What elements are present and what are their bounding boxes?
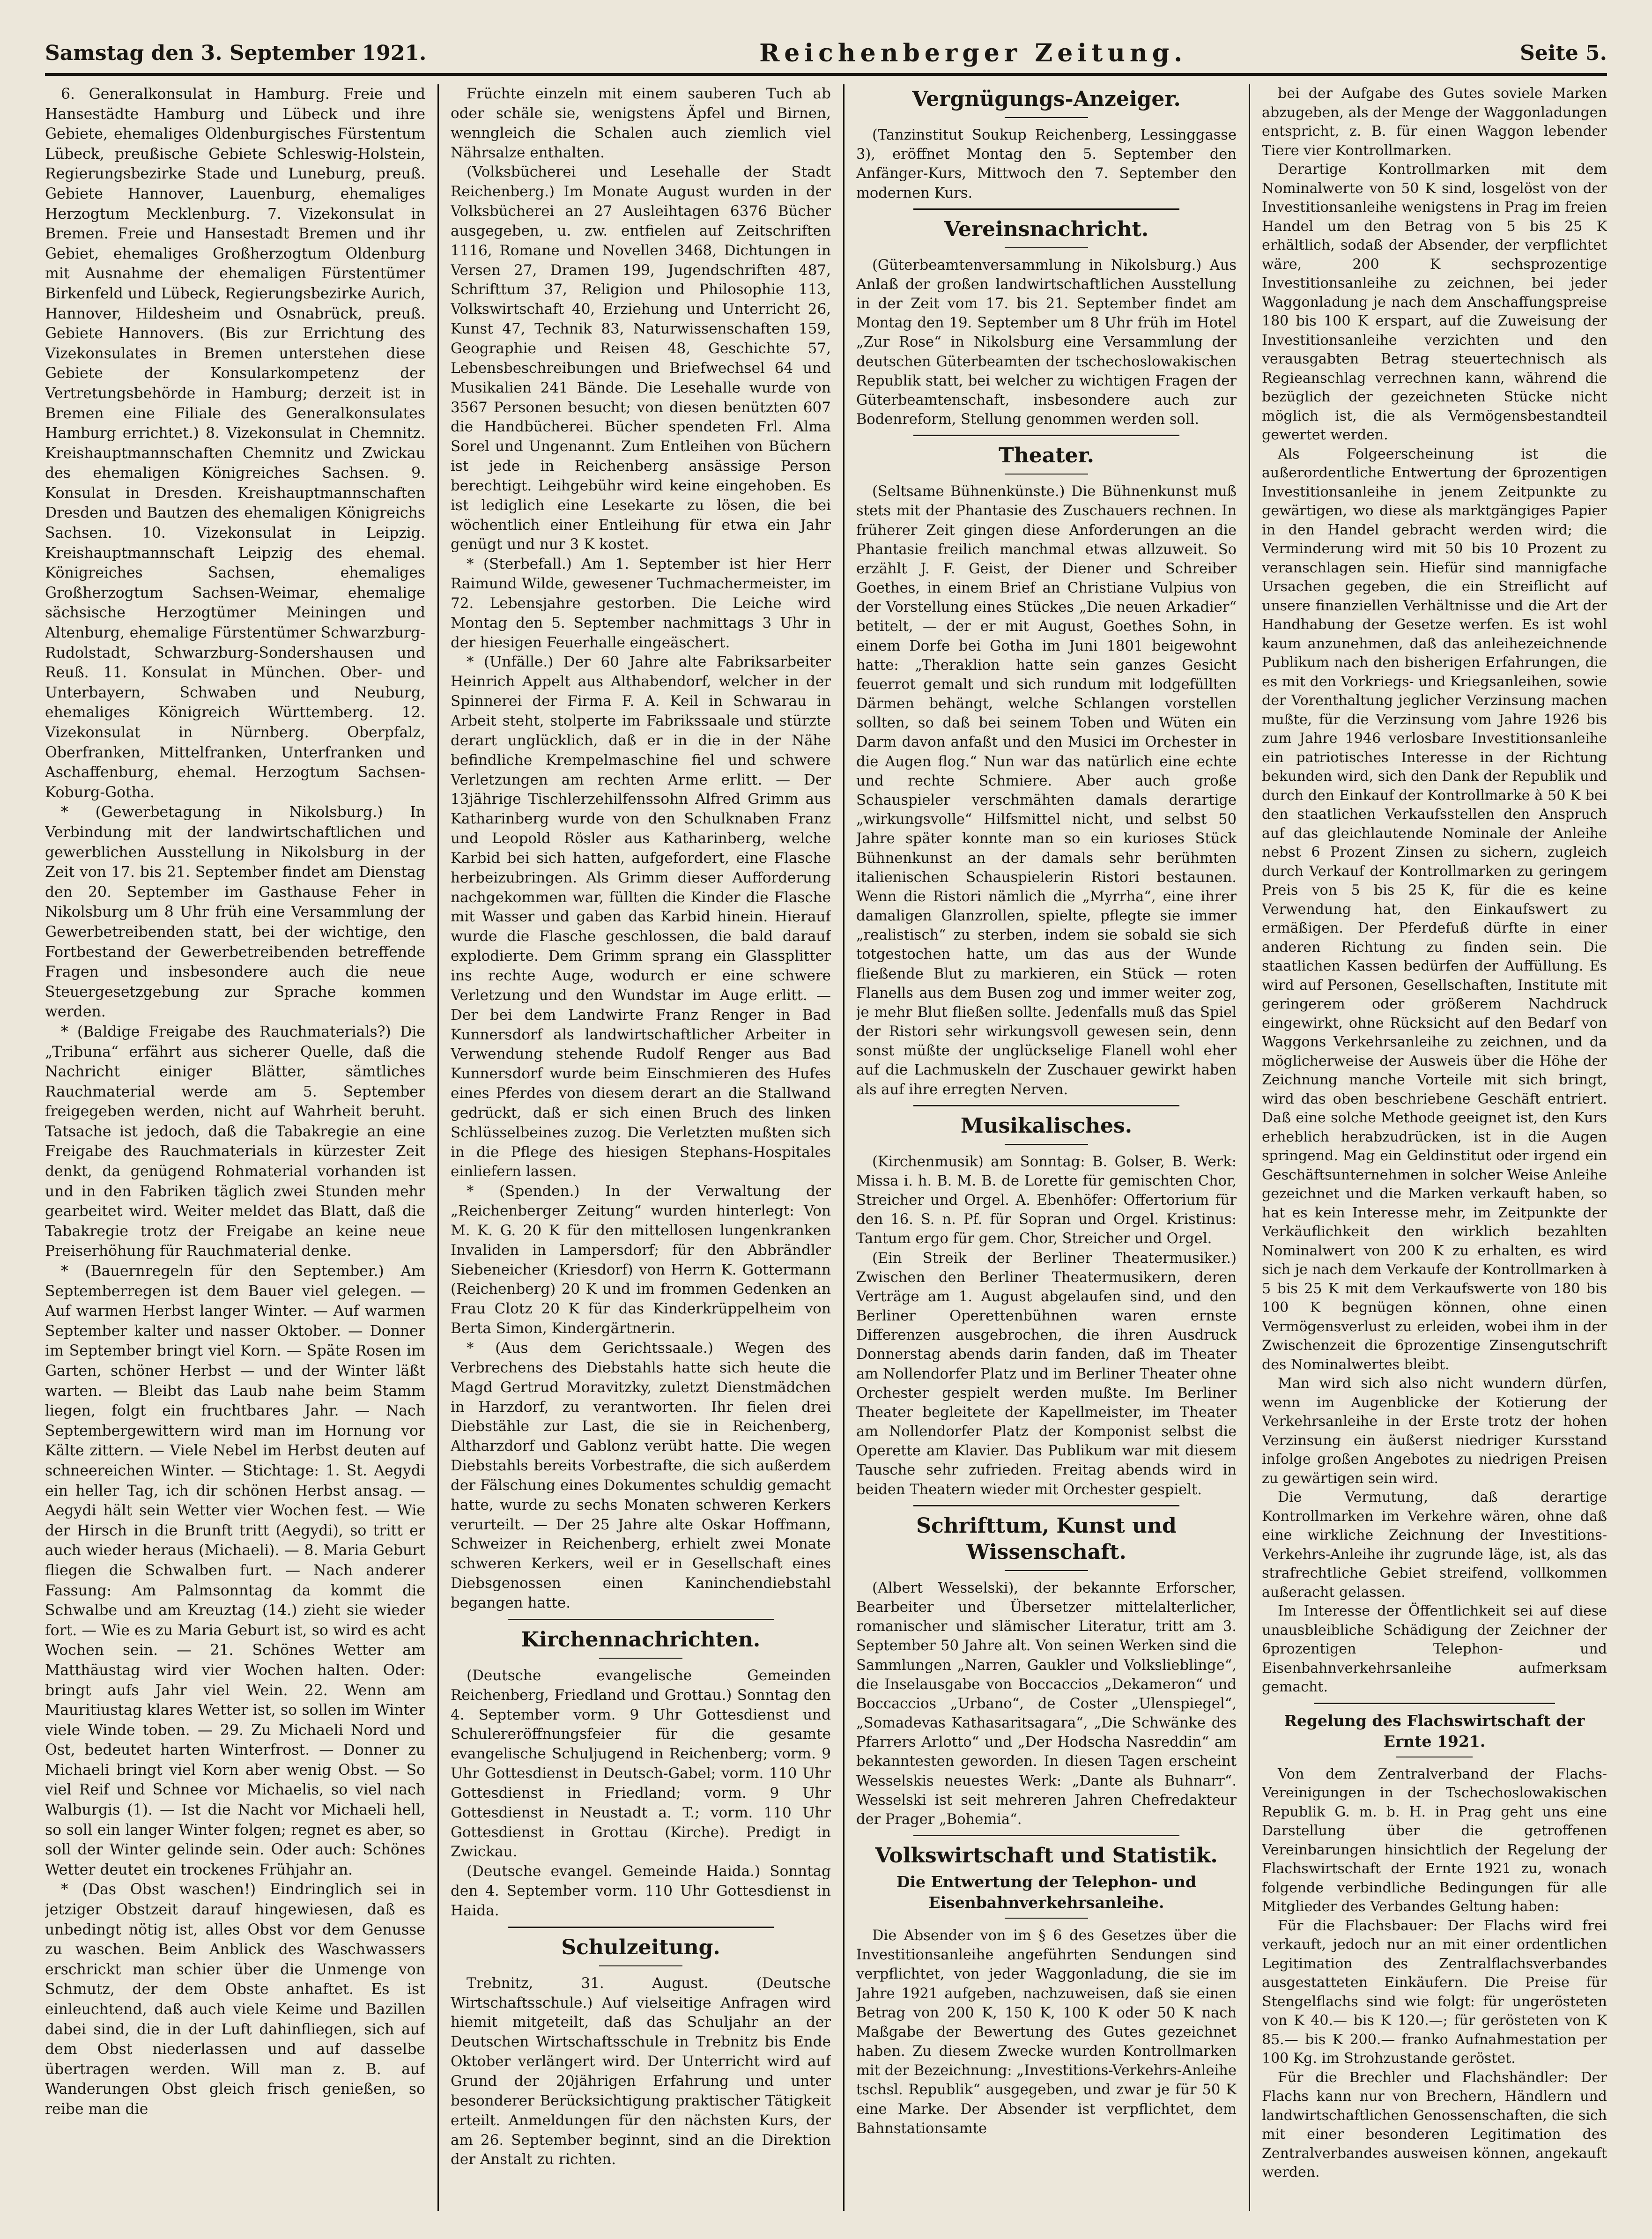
article-paragraph: (Ein Streik der Berliner Theatermusiker.) Zwischen den Berliner Theatermusikern, deren Verträge am 1. August abgelaufen sind, und den Berliner Operettenbühnen waren ernste Differenzen ausgebrochen, die ihren Ausdruck Donnerstag abends darin fanden, daß im Theater am Nollendorfer Platz und im Berliner Theater ohne Orchester gespielt werden mußte. Im Berliner Theater begleitete der Kapellmeister, im Theater am Nollendorfer Platz der Komponist selbst die Operette am Klavier. Das Publikum war mit diesem Tausche sehr zufrieden. Freitag abends wird in beiden Theatern wieder mit Orchester gespielt. [856, 1250, 1237, 1498]
column-2 [451, 84, 831, 2211]
column-rule [843, 84, 845, 2211]
section-rule [508, 1927, 774, 1928]
newspaper-page [45, 33, 1607, 2211]
article-paragraph: (Seltsame Bühnenkünste.) Die Bühnenkunst muß stets mit der Phantasie des Zuschauers rechnen. In früherer Zeit gingen diese Anforderungen an die Phantasie freilich manchmal etwas allzuweit. So erzählt J. F. Geist, der Diener und Schreiber Goethes, in einem Brief an Christiane Vulpius von der Vorstellung eines Stückes „Die neuen Arkadier“ betitelt, — der er mit August, Goethes Sohn, in einem Dorfe bei Gotha im Juni 1801 beigewohnt hatte: „Theraklion hatte sein ganzes Gesicht feuerrot gemalt und sich rundum mit lodgefüllten Därmen behängt, welche Schlangen vorstellen sollten, so daß bei seinem Toben und Wüten ein Darm davon anfaßt und den Musici im Orchester in die Augen flog.“ Nun war das natürlich eine echte und rechte Schmiere. Aber auch große Schauspieler verschmähten damals derartige „wirkungsvolle“ Hilfsmittel nicht, und selbst 50 Jahre später konnte man so ein kurioses Stück Bühnenkunst an der damals sehr berühmten italienischen Schauspielerin Ristori bestaunen. Wenn die Ristori nämlich die „Myrrha“, eine ihrer damaligen Glanzrollen, spielte, pflegte sie immer „realistisch“ zu sterben, indem sie sobald sie sich totgestochen hatte, um das aus der Wunde fließende Blut zu markieren, ein Stück — roten Flanells aus dem Busen zog und immer weiter zog, je mehr Blut fließen sollte. Jedenfalls muß das Spiel der Ristori sehr wirkungsvoll gewesen sein, denn sonst müßte der unglückselige Flanell wohl eher auf die Lachmuskeln der Zuschauer gewirkt haben als auf ihre erregten Nerven. [856, 483, 1237, 1098]
issue-date: Samstag den 3. September 1921. [45, 41, 427, 65]
section-heading: Volkswirtschaft und Statistik. [875, 1844, 1218, 1868]
section-rule [508, 1619, 774, 1620]
columns-area [45, 84, 1607, 2211]
heading-rule [1005, 247, 1089, 248]
section-rule [913, 208, 1179, 210]
heading-rule [599, 1658, 683, 1659]
column-3 [856, 84, 1237, 2211]
heading-rule [1005, 1570, 1089, 1571]
column-rule [1249, 84, 1250, 2211]
section-rule [913, 435, 1179, 436]
article-paragraph: (Deutsche evangel. Gemeinde Haida.) Sonntag den 4. September vorm. 110 Uhr Gottesdienst in Haida. [451, 1863, 831, 1919]
article-paragraph: Derartige Kontrollmarken mit dem Nominalwerte von 50 K sind, losgelöst von der Investitionsanleihe wenigstens in Prag im freien Handel um den Betrag von 5 bis 25 K erhältlich, sodaß der Absender, der verpflichtet wäre, 200 K sechsprozentige Investitionsanleihe zu zeichnen, bei jeder Waggonladung je nach dem Anschaffungspreise 180 bis 100 K erspart, auf die Zuweisung der Investitionsanleihe verzichten und den verausgabten Betrag steuertechnisch als Regieanschlag verrechnen kann, während die bezüglich der gezeichneten Stücke nicht möglich ist, die als Vermögensbestandteil gewertet werden. [1262, 161, 1607, 443]
article-paragraph: Früchte einzeln mit einem sauberen Tuch ab oder schäle sie, wenigstens Äpfel und Birnen, wenngleich die Schalen auch ziemlich viel Nährsalze enthalten. [451, 85, 831, 161]
article-paragraph: Für die Flachsbauer: Der Flachs wird frei verkauft, jedoch nur an mit einer ordentlichen Legitimation des Zentralflachsverbandes ausgestatteten Einkäufern. Die Preise für Stengelflachs sind wie folgt: für ungerösteten von K 40.— bis K 120.—; für gerösteten von K 85.— bis K 200.— franko Aufnahmestation per 100 Kg. im Strohzustande geröstet. [1262, 1917, 1607, 2067]
page-header [45, 33, 1607, 76]
article-paragraph: Von dem Zentralverband der Flachs-Vereinigungen in der Tschechoslowakischen Republik G. m. b. H. in Prag geht uns eine Darstellung über die getroffenen Vereinbarungen hinsichtlich der Regelung der Flachswirtschaft der Ernte 1921 zu, wonach folgende verbindliche Bedingungen für alle Mitglieder des Verbandes Geltung haben: [1262, 1765, 1607, 1915]
section-heading: Schrifttum, Kunst und Wissenschaft. [916, 1513, 1177, 1564]
article-paragraph: (Güterbeamtenversammlung in Nikolsburg.) Aus Anlaß der großen landwirtschaftlichen Ausstellung in der Zeit vom 17. bis 21. September findet am Montag den 19. September um 8 Uhr früh im Hotel „Zur Rose“ in Nikolsburg eine Versammlung der deutschen Güterbeamten der tschechoslowakischen Republik statt, bei welcher zu wichtigen Fragen der Güterbeamtenschaft, insbesondere auch zur Bodenreform, Stellung genommen werden soll. [856, 257, 1237, 428]
article-paragraph: Als Folgeerscheinung ist die außerordentliche Entwertung der 6prozentigen Investitionsanleihe in jenem Zeitpunkte zu gewärtigen, wo diese als marktgängiges Papier in den Handel gebracht werden wird; die Verminderung wird mit 50 bis 10 Prozent zu veranschlagen sein. Hiefür sind mannigfache Ursachen gegeben, die ein Streiflicht auf unsere finanziellen Verhältnisse und die Art der Handhabung der Gesetze werfen. Es ist wohl kaum anzunehmen, daß das anleihezeichnende Publikum nach den bisherigen Erfahrungen, die es mit den Vorkriegs- und Kriegsanleihen, sowie der Vorenthaltung jeglicher Verzinsung machen mußte, für die Verzinsung vom Jahre 1926 bis zum Jahre 1946 verlosbare Investitionsanleihe ein patriotisches Interesse in der Richtung bekunden wird, sich den Dank der Republik und durch den Einkauf der Kontrollmarke à 50 K bei den staatlichen Verkaufsstellen den Anspruch auf das gleichlautende Nominale der Anleihe nebst 6 Prozent Zinsen zu sichern, zugleich durch Verkauf der Kontrollmarken zu geringem Preis von 5 bis 25 K, für die es keine Verwendung hat, den Einkaufswert zu ermäßigen. Der Pferdefuß dürfte in einer anderen Richtung zu finden sein. Die staatlichen Kassen bedürfen der Auffüllung. Es wird auf Personen, Gesellschaften, Institute mit geringerem oder größerem Nachdruck eingewirkt, ohne Rücksicht auf den Bedarf von Waggons Verkehrsanleihe zu zeichnen, und da möglicherweise der Ausweis über die Höhe der Zeichnung manche Vorteile mit sich bringt, wird das oben beschriebene Geschäft entriert. Daß eine solche Methode geeignet ist, den Kurs erheblich herabzudrücken, ist in die Augen springend. Mag ein Geldinstitut oder irgend ein Geschäftsunternehmen in solcher Weise Anleihe gezeichnet und die Marken verkauft haben, so hat es kein Interesse mehr, im Zeitpunkte der Verkäuflichkeit den wirklich bezahlten Nominalwert von 200 K zu erhalten, es wird sich je nach dem Verkaufe der Kontrollmarken à 5 bis 25 K mit dem Verkaufswerte von 180 bis 100 K begnügen können, ohne einen Vermögensverlust zu erleiden, wobei ihm in der Zwischenzeit die 6prozentige Zinsengutschrift des Nominalwertes bleibt. [1262, 445, 1607, 1373]
article-paragraph: (Tanzinstitut Soukup Reichenberg, Lessinggasse 3), eröffnet Montag den 5. September den Anfänger-Kurs, Mittwoch den 7. September den modernen Kurs. [856, 127, 1237, 201]
section-rule [913, 1105, 1179, 1106]
article-title: Die Entwertung der Telephon- und Eisenbahnverkehrsanleihe. [896, 1873, 1197, 1912]
article-paragraph: * (Spenden.) In der Verwaltung der „Reichenberger Zeitung“ wurden hinterlegt: Von M. K. G. 20 K für den mittellosen lungenkranken Invaliden in Lampersdorf; für den Abbrändler Siebeneicher (Kriesdorf) von Herrn K. Gottermann (Reichenberg) 20 K und im frommen Gedenken an Frau Clotz 20 K für das Kinderkrüppelheim von Berta Simon, Kindergärtnerin. [451, 1183, 831, 1337]
section-heading: Vereinsnachricht. [944, 217, 1149, 241]
section-heading: Kirchennachrichten. [521, 1627, 761, 1652]
article-paragraph: bei der Aufgabe des Gutes soviele Marken abzugeben, als der Menge der Waggonladungen entspricht, z. B. für einen Waggon lebender Tiere vier Kontrollmarken. [1262, 85, 1607, 159]
column-rule [437, 84, 439, 2211]
article-paragraph: (Deutsche evangelische Gemeinden Reichenberg, Friedland und Grottau.) Sonntag den 4. September vorm. 9 Uhr Gottesdienst und Schulereröffnungsfeier für die gesamte evangelische Schuljugend in Reichenberg; vorm. 9 Uhr Gottesdienst in Deutsch-Gabel; vorm. 110 Uhr Gottesdienst in Friedland; vorm. 9 Uhr Gottesdienst in Neustadt a. T.; vorm. 110 Uhr Gottesdienst in Grottau (Kirche). Predigt in Zwickau. [451, 1667, 831, 1861]
section-heading: Schulzeitung. [561, 1935, 720, 1959]
column-1 [45, 84, 425, 2211]
article-paragraph: (Volksbücherei und Lesehalle der Stadt Reichenberg.) Im Monate August wurden in der Volksbücherei an 27 Ausleihtagen 6376 Bücher ausgegeben, u. zw. entfielen auf Zeitschriften 1116, Romane und Novellen 3468, Dichtungen in Versen 27, Dramen 199, Jugendschriften 487, Schrifttum 37, Religion und Philosophie 113, Volkswirtschaft 40, Erziehung und Unterricht 26, Kunst 47, Technik 83, Naturwissenschaften 159, Geographie und Reisen 48, Geschichte 57, Lebensbeschreibungen und Briefwechsel 64 und Musikalien 241 Bände. Die Lesehalle wurde von 3567 Personen besucht; von diesen benützten 607 die Handbücherei. Bücher spendeten Frl. Alma Sorel und Ungenannt. Zum Entleihen von Büchern ist jede in Reichenberg ansässige Person berechtigt. Leihgebühr wird keine eingehoben. Es ist lediglich eine Lesekarte zu lösen, die bei wöchentlich einer Entleihung für etwa ein Jahr genügt und nur 3 K kostet. [451, 163, 831, 553]
article-title: Regelung des Flachswirtschaft der Ernte 1921. [1284, 1711, 1585, 1750]
masthead: Reichenberger Zeitung. [759, 38, 1187, 67]
section-heading: Theater. [998, 444, 1094, 468]
article-paragraph: * (Aus dem Gerichtssaale.) Wegen des Verbrechens des Diebstahls hatte sich heute die Magd Gertrud Moravitzky, zuletzt Dienstmädchen in Harzdorf, zu verantworten. Ihr fielen drei Diebstähle zur Last, die sie in Reichenberg, Altharzdorf und Gablonz verübt hatte. Die wegen Diebstahls bereits Vorbestrafte, die sich außerdem der Fälschung eines Dokumentes schuldig gemacht hatte, wurde zu sechs Monaten schweren Kerkers verurteilt. — Der 25 Jahre alte Oskar Hoffmann, Schweizer in Reichenberg, erhielt zwei Monate schweren Kerkers, weil er in Gesellschaft eines Diebsgenossen einen Kaninchendiebstahl begangen hatte. [451, 1340, 831, 1611]
article-paragraph: 6. Generalkonsulat in Hamburg. Freie und Hansestädte Hamburg und Lübeck und ihre Gebiete, ehemaliges Oldenburgisches Fürstentum Lübeck, preußische Gebiete Schleswig-Holstein, Regierungsbezirke Stade und Luneburg, preuß. Gebiete Hannover, Lauenburg, ehemaliges Herzogtum Mecklenburg. 7. Vizekonsulat in Bremen. Freie und Hansestadt Bremen und ihr Gebiet, ehemaliges Großherzogtum Oldenburg mit Ausnahme der ehemaligen Fürstentümer Birkenfeld und Lübeck, Regierungsbezirke Aurich, Hannover, Hildesheim und Osnabrück, preuß. Gebiete Hannovers. (Bis zur Errichtung des Vizekonsulates in Bremen unterstehen diese Gebiete der Konsularkompetenz der Vertretungsbehörde in Hamburg; derzeit ist in Bremen eine Filiale des Generalkonsulates Hamburg errichtet.) 8. Vizekonsulat in Chemnitz. Kreishauptmannschaften Chemnitz und Zwickau des ehemaligen Königreiches Sachsen. 9. Konsulat in Dresden. Kreishauptmannschaften Dresden und Bautzen des ehemaligen Königreichs Sachsen. 10. Vizekonsulat in Leipzig. Kreishauptmannschaft Leipzig des ehemal. Königreiches Sachsen, ehemaliges Großherzogtum Sachsen-Weimar, ehemalige sächsische Herzogtümer Meiningen und Altenburg, ehemalige Fürstentümer Schwarzburg-Rudolstadt, Schwarzburg-Sondershausen und Reuß. 11. Konsulat in München. Ober- und Unterbayern, Schwaben und Neuburg, ehemaliges Königreich Württemberg. 12. Vizekonsulat in Nürnberg. Oberpfalz, Oberfranken, Mittelfranken, Unterfranken und Aschaffenburg, ehemal. Herzogtum Sachsen-Koburg-Gotha. [45, 86, 425, 801]
section-rule [913, 1835, 1179, 1836]
article-paragraph: Die Absender von im § 6 des Gesetzes über die Investitionsanleihe angeführten Sendungen sind verpflichtet, von jeder Waggonladung, die sie im Jahre 1921 aufgeben, nachzuweisen, daß sie einen Betrag von 200 K, 150 K, 100 K oder 50 K nach Maßgabe der Bewertung des Gutes gezeichnet haben. Zu diesem Zwecke wurden Kontrollmarken mit der Bezeichnung: „Investitions-Verkehrs-Anleihe tschsl. Republik“ ausgegeben, und zwar je für 50 K eine Marke. Der Absender ist verpflichtet, dem Bahnstationsamte [856, 1928, 1237, 2137]
section-rule [913, 1505, 1179, 1506]
article-paragraph: (Kirchenmusik) am Sonntag: B. Golser, B. Werk: Missa i. h. B. M. B. de Lorette für gemischten Chor, Streicher und Orgel. A. Ebenhöfer: Offertorium für den 16. S. n. Pf. für Sopran und Orgel. Kristinus: Tantum ergo für gem. Chor, Streicher und Orgel. [856, 1153, 1237, 1247]
heading-rule [1005, 1918, 1089, 1919]
article-paragraph: Man wird sich also nicht wundern dürfen, wenn im Augenblicke der Kotierung der Verkehrsanleihe in der Erste trotz der hohen Verzinsung ein äußerst niedriger Kursstand infolge großen Angebotes zu niedrigen Preisen zu gewärtigen sein wird. [1262, 1375, 1607, 1487]
article-paragraph: Im Interesse der Öffentlichkeit sei auf diese unausbleibliche Schädigung der Zeichner der 6prozentigen Telephon- und Eisenbahnverkehrsanleihe aufmerksam gemacht. [1262, 1603, 1607, 1695]
article-paragraph: * (Gewerbetagung in Nikolsburg.) In Verbindung mit der landwirtschaftlichen und gewerblichen Ausstellung in Nikolsburg in der Zeit von 17. bis 21. September findet am Dienstag den 20. September im Gasthause Feher in Nikolsburg um 8 Uhr früh eine Versammlung der Gewerbetreibenden statt, bei der wichtige, den Fortbestand der Gewerbetreibenden betreffende Fragen und insbesondere auch die neue Steuergesetzgebung zur Sprache kommen werden. [45, 804, 425, 1021]
article-paragraph: (Albert Wesselski), der bekannte Erforscher, Bearbeiter und Übersetzer mittelalterlicher, romanischer und slämischer Literatur, tritt am 3. September 50 Jahre alt. Von seinen Werken sind die Sammlungen „Narren, Gaukler und Volkslieblinge“, die Inselausgabe von Boccaccios „Dekameron“ und Boccaccios „Urbano“, de Coster „Ulenspiegel“, „Somadevas Kathasaritsagara“, „Die Schwänke des Pfarrers Arlotto“ und „Der Hodscha Nasreddin“ am bekanntesten geworden. In diesen Tagen erscheint Wesselskis neuestes Werk: „Dante als Buhnarr“. Wesselski ist seit mehreren Jahren Chefredakteur der Prager „Bohemia“. [856, 1579, 1237, 1828]
article-paragraph: * (Baldige Freigabe des Rauchmaterials?) Die „Tribuna“ erfährt aus sicherer Quelle, daß die Nachricht einiger Blätter, sämtliches Rauchmaterial werde am 5. September freigegeben werden, nicht auf Wahrheit beruht. Tatsache ist jedoch, daß die Tabakregie an eine Freigabe des Rauchmaterials in kürzester Zeit denkt, da genügend Rohmaterial vorhanden ist und in den Fabriken täglich zwei Stunden mehr gearbeitet wird. Weiter meldet das Blatt, daß die Tabakregie trotz der Freigabe an keine neue Preiserhöhung für Rauchmaterial denke. [45, 1023, 425, 1260]
article-paragraph: * (Das Obst waschen!) Eindringlich sei in jetziger Obstzeit darauf hingewiesen, daß es unbedingt nötig ist, alles Obst vor dem Genusse zu waschen. Beim Anblick des Waschwassers erschrickt man schier über die Unmenge von Schmutz, der dem Obste anhaftet. Es ist einleuchtend, daß auch viele Keime und Bazillen dabei sind, die in der Luft dahinfliegen, sich auf dem Obst niederlassen und auf dasselbe übertragen werden. Will man z. B. auf Wanderungen Obst gleich frisch genießen, so reibe man die [45, 1881, 425, 2118]
article-paragraph: * (Bauernregeln für den September.) Am Septemberregen ist dem Bauer viel gelegen. — Auf warmen Herbst langer Winter. — Auf warmen September kalter und nasser Oktober. — Donner im September bringt viel Korn. — Späte Rosen im Garten, schöner Herbst — und der Winter läßt warten. — Bleibt das Laub nahe beim Stamm liegen, folgt ein fruchtbares Jahr. — Nach Septembergewittern wird man im Hornung vor Kälte zittern. — Viele Nebel im Herbst deuten auf schneereichen Winter. — Stichtage: 1. St. Aegydi ein heller Tag, ich dir schönen Herbst ansag. — Aegydi hält sein Wetter vier Wochen fest. — Wie der Hirsch in die Brunft tritt (Aegydi), so tritt er auch wieder heraus (Michaeli). — 8. Maria Geburt fliegen die Schwalben furt. — Nach anderer Fassung: Am Palmsonntag da kommt die Schwalbe und am Kreuztag (14.) zieht sie wieder fort. — Wie es zu Maria Geburt ist, so wird es acht Wochen sein. — 21. Schönes Wetter am Matthäustag wird vier Wochen halten. Oder: bringt aufs Jahr viel Wein. 22. Wenn am Mauritiustag klares Wetter ist, so sollen im Winter viele Winde toben. — 29. Zu Michaeli Nord und Ost, bedeutet harten Winterfrost. — Donner zu Michaeli bringt viel Korn aber wenig Obst. — So viel Reif und Schnee vor Michaelis, so viel nach Walburgis (1). — Ist die Nacht vor Michaeli hell, so soll ein langer Winter folgen; regnet es aber, so soll der Winter gelinde sein. Oder auch: Schönes Wetter deutet ein trockenes Frühjahr an. [45, 1263, 425, 1878]
section-heading: Musikalisches. [960, 1113, 1133, 1138]
section-heading: Vergnügungs-Anzeiger. [912, 87, 1181, 111]
section-rule [1314, 1703, 1556, 1704]
heading-rule [1005, 1144, 1089, 1145]
heading-rule [599, 1965, 683, 1966]
page-number: Seite 5. [1519, 41, 1607, 65]
column-4 [1262, 84, 1607, 2211]
heading-rule [1005, 117, 1089, 118]
article-paragraph: Die Vermutung, daß derartige Kontrollmarken im Verkehre wären, ohne daß eine wirkliche Zeichnung der Investitions-Verkehrs-Anleihe ihr zugrunde läge, ist, als das strafrechtliche Gebiet streifend, vollkommen außeracht gelassen. [1262, 1489, 1607, 1601]
article-paragraph: Trebnitz, 31. August. (Deutsche Wirtschaftsschule.) Auf vielseitige Anfragen wird hiemit mitgeteilt, daß das Schuljahr an der Deutschen Wirtschaftsschule in Trebnitz bis Ende Oktober verlängert wird. Der Unterricht wird auf Grund der 20jährigen Erfahrung und unter besonderer Berücksichtigung praktischer Tätigkeit erteilt. Anmeldungen für den nächsten Kurs, der am 26. September beginnt, sind an die Direktion der Anstalt zu richten. [451, 1974, 831, 2168]
article-paragraph: * (Sterbefall.) Am 1. September ist hier Herr Raimund Wilde, gewesener Tuchmachermeister, im 72. Lebensjahre gestorben. Die Leiche wird Montag den 5. September nachmittags 3 Uhr in der hiesigen Feuerhalle eingeäschert. [451, 556, 831, 651]
article-paragraph: Für die Brechler und Flachshändler: Der Flachs kann nur von Brechern, Händlern und landwirtschaftlichen Genossenschaften, die sich mit einer besonderen Legitimation des Zentralverbandes ausweisen können, angekauft werden. [1262, 2069, 1607, 2180]
article-paragraph: * (Unfälle.) Der 60 Jahre alte Fabriksarbeiter Heinrich Appelt aus Althabendorf, welcher in der Spinnerei der Firma F. A. Keil in Schwarau in Arbeit steht, stolperte im Fabrikssaale und stürzte derart unglücklich, daß er in die in der Nähe befindliche Krempelmaschine fiel und schwere Verletzungen am rechten Arme erlitt. — Der 13jährige Tischlerzehilfenssohn Alfred Grimm aus Katharinberg wurde von den Schulknaben Franz und Leopold Rösler aus Katharinberg, welche Karbid bei sich hatten, aufgefordert, eine Flasche herbeizubringen. Als Grimm dieser Aufforderung nachgekommen war, füllten die Kinder die Flasche mit Wasser und gaben das Karbid hinein. Hierauf wurde die Flasche geschlossen, die bald darauf explodierte. Dem Grimm sprang ein Glassplitter ins rechte Auge, wodurch er eine schwere Verletzung und den Wundstar im Auge erlitt. — Der bei dem Landwirte Franz Renger in Bad Kunnersdorf als landwirtschaftlicher Arbeiter in Verwendung stehende Rudolf Renger aus Bad Kunnersdorf wurde beim Einschmieren des Hufes eines Pferdes von diesem derart an die Stallwand gedrückt, daß er sich einen Bruch des linken Schlüsselbeines zuzog. Die Verletzten mußten sich in die Pflege des hiesigen Stephans-Hospitales einliefern lassen. [451, 653, 831, 1180]
